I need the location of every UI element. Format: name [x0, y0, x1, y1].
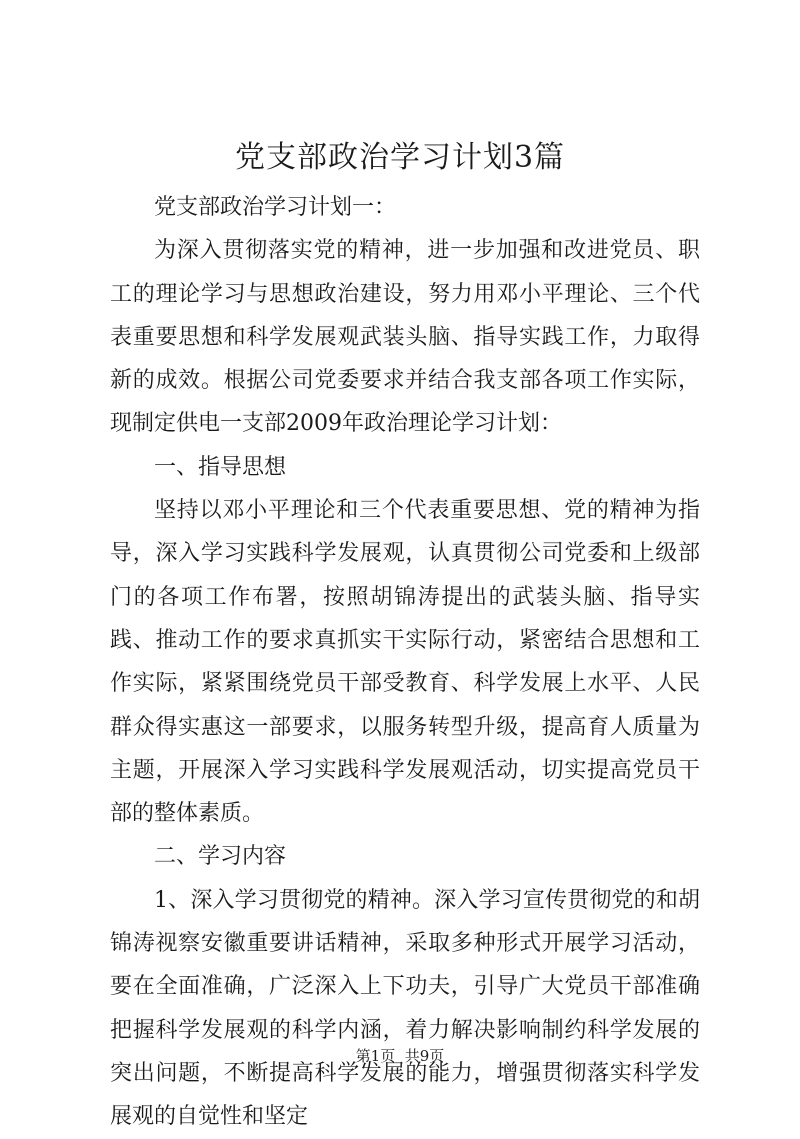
section-heading-guiding-thought: 一、指导思想	[154, 454, 287, 480]
footer-separator	[395, 1047, 405, 1065]
document-title: 党支部政治学习计划3篇	[234, 140, 566, 175]
section-heading-plan-one: 党支部政治学习计划一：	[154, 195, 397, 220]
page-footer	[0, 1046, 800, 1066]
page-total: 共9页	[404, 1047, 445, 1065]
section-heading-study-content: 二、学习内容	[154, 844, 287, 870]
guiding-thought-paragraph: 坚持以邓小平理论和三个代表重要思想、党的精神为指导，深入学习实践科学发展观，认真贯彻公司党委和上级部门的各项工作布署，按照胡锦涛提出的武装头脑、指导实践、推动工作的要求真抓实干实际行动，紧密结合思想和工作实际，紧紧围绕党员干部受教育、科学发展上水平、人民群众得实惠这一部要求，以服务转型升级，提高育人质量为主题，开展深入学习实践科学发展观活动，切实提高党员干部的整体素质。	[110, 498, 700, 827]
intro-paragraph: 为深入贯彻落实党的精神，进一步加强和改进党员、职工的理论学习与思想政治建设，努力用邓小平理论、三个代表重要思想和科学发展观武装头脑、指导实践工作，力取得新的成效。根据公司党委要求并结合我支部各项工作实际，现制定供电一支部2009年政治理论学习计划：	[110, 238, 700, 437]
document-body	[110, 186, 700, 1139]
page-number: 第1页	[355, 1047, 396, 1065]
study-content-paragraph: 1、深入学习贯彻党的精神。深入学习宣传贯彻党的和胡锦涛视察安徽重要讲话精神，采取多种形式开展学习活动，要在全面准确，广泛深入上下功夫，引导广大党员干部准确把握科学发展观的科学内涵，着力解决影响制约科学发展的突出问题，不断提高科学发展的能力，增强贯彻落实科学发展观的自觉性和坚定	[110, 887, 700, 1130]
